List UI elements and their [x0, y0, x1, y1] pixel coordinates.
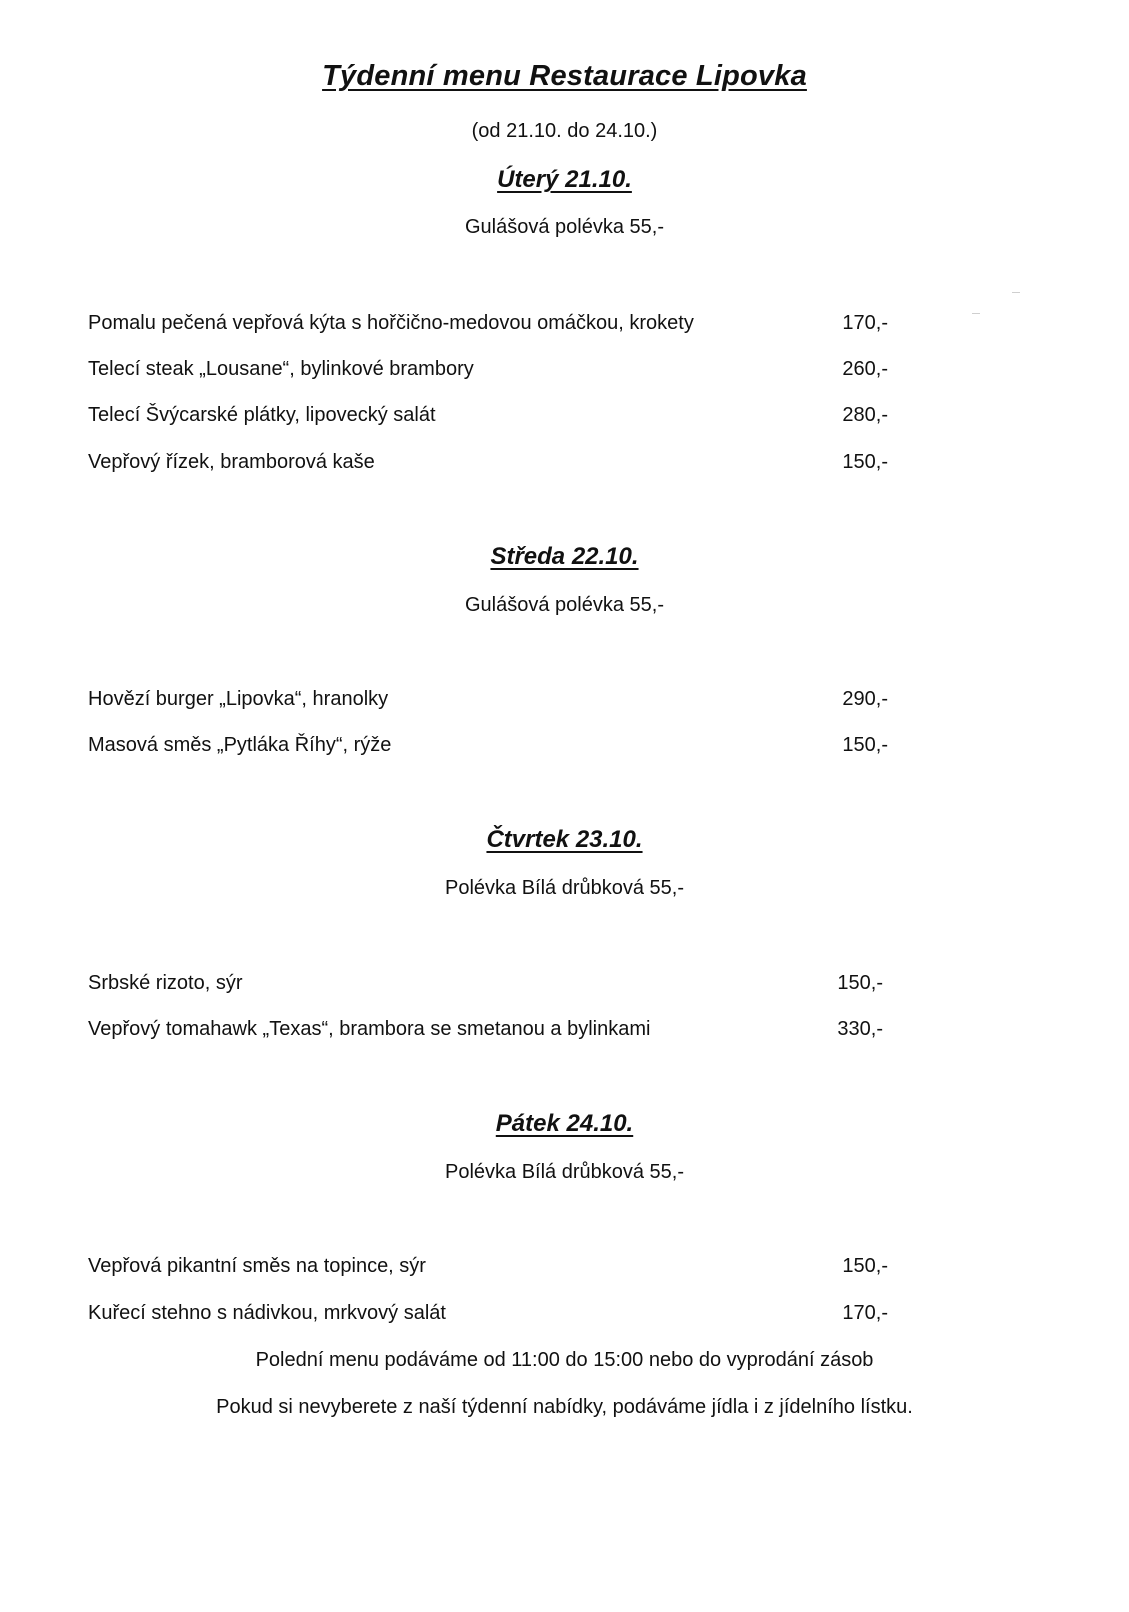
dish-name: Masová směs „Pytláka Říhy“, rýže — [88, 734, 392, 756]
dish-name: Telecí Švýcarské plátky, lipovecký salát — [88, 404, 436, 426]
dish-price: 330,- — [837, 1018, 883, 1040]
dish-price: 170,- — [842, 312, 888, 334]
dish-row — [88, 1018, 883, 1046]
date-range: (od 21.10. do 24.10.) — [471, 120, 658, 142]
dish-name: Vepřový tomahawk „Texas“, brambora se smetanou a bylinkami — [88, 1018, 651, 1040]
alternative-note: Pokud si nevyberete z naší týdenní nabídky, podáváme jídla i z jídelního lístku. — [216, 1396, 913, 1418]
dish-name: Pomalu pečená vepřová kýta s hořčično-medovou omáčkou, krokety — [88, 312, 694, 334]
day-heading-thursday: Čtvrtek 23.10. — [486, 826, 643, 853]
soup-friday: Polévka Bílá drůbková 55,- — [444, 1161, 685, 1183]
dish-row — [88, 688, 888, 716]
dish-price: 280,- — [842, 404, 888, 426]
day-heading-wednesday: Středa 22.10. — [490, 543, 639, 570]
scan-speck — [972, 313, 980, 314]
scan-speck — [1012, 292, 1020, 293]
dish-row — [88, 972, 883, 1000]
day-heading-friday: Pátek 24.10. — [495, 1110, 634, 1137]
dish-name: Vepřový řízek, bramborová kaše — [88, 451, 375, 473]
dish-price: 290,- — [842, 688, 888, 710]
dish-price: 150,- — [842, 451, 888, 473]
dish-name: Srbské rizoto, sýr — [88, 972, 243, 994]
soup-wednesday: Gulášová polévka 55,- — [464, 594, 664, 616]
dish-row — [88, 312, 888, 340]
soup-tuesday: Gulášová polévka 55,- — [464, 216, 664, 238]
menu-title: Týdenní menu Restaurace Lipovka — [322, 60, 807, 92]
day-heading-tuesday: Úterý 21.10. — [497, 166, 632, 193]
dish-name: Telecí steak „Lousane“, bylinkové brambory — [88, 358, 474, 380]
dish-price: 170,- — [842, 1302, 888, 1324]
dish-price: 260,- — [842, 358, 888, 380]
soup-thursday: Polévka Bílá drůbková 55,- — [444, 877, 685, 899]
dish-row — [88, 451, 888, 479]
dish-price: 150,- — [837, 972, 883, 994]
dish-row — [88, 358, 888, 386]
dish-name: Vepřová pikantní směs na topince, sýr — [88, 1255, 426, 1277]
dish-name: Hovězí burger „Lipovka“, hranolky — [88, 688, 389, 710]
dish-price: 150,- — [842, 1255, 888, 1277]
dish-row — [88, 1255, 888, 1283]
dish-row — [88, 1302, 888, 1330]
dish-row — [88, 404, 888, 432]
dish-price: 150,- — [842, 734, 888, 756]
lunch-hours-note: Polední menu podáváme od 11:00 do 15:00 nebo do vyprodání zásob — [255, 1349, 874, 1371]
dish-name: Kuřecí stehno s nádivkou, mrkvový salát — [88, 1302, 446, 1324]
dish-row — [88, 734, 888, 762]
